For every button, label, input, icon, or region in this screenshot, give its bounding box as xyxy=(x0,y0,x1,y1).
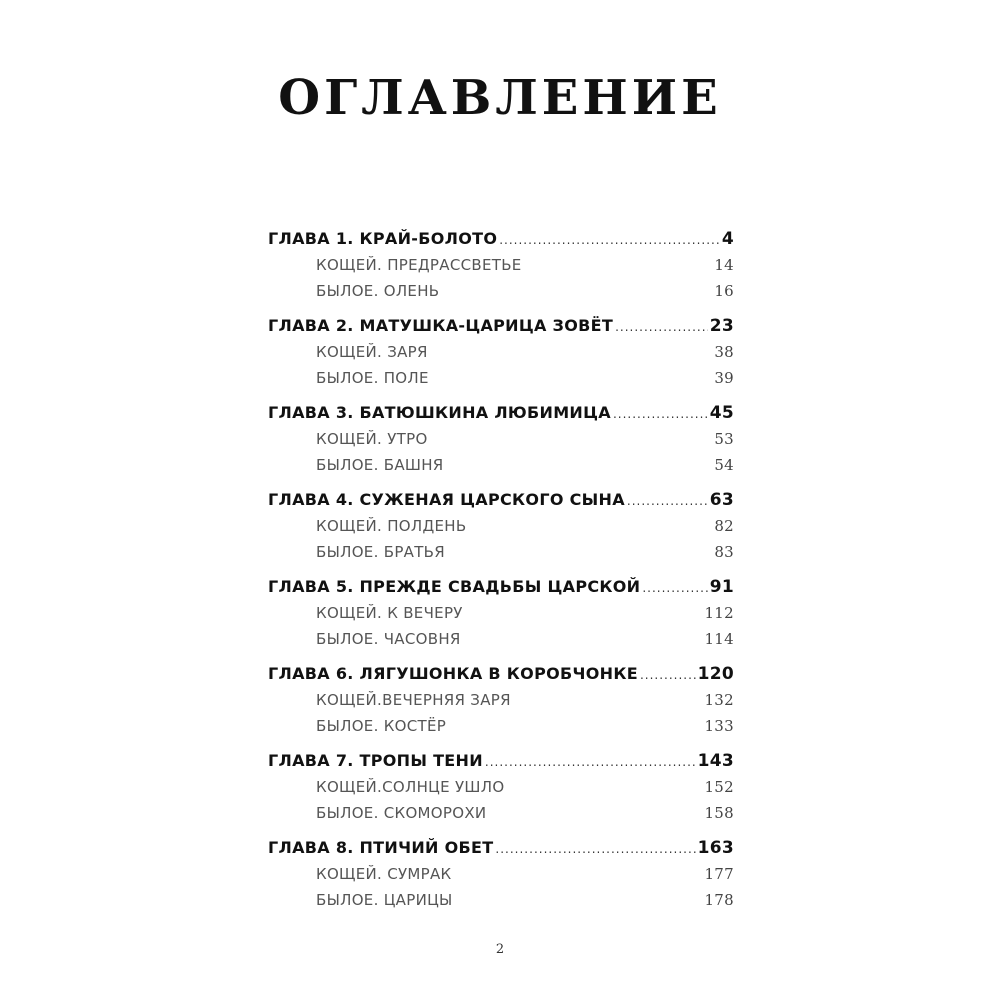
section-page: 82 xyxy=(714,517,734,535)
section-entry[interactable] xyxy=(268,339,734,365)
section-page: 132 xyxy=(704,691,734,709)
dot-leader xyxy=(642,575,707,601)
toc-chapter-1 xyxy=(268,226,734,313)
dot-leader xyxy=(615,314,708,340)
section-page: 53 xyxy=(714,430,734,448)
section-title: КОЩЕЙ. ЗАРЯ xyxy=(316,343,428,361)
page-number: 2 xyxy=(495,942,505,957)
chapter-page: 163 xyxy=(697,838,734,858)
chapter-entry[interactable] xyxy=(268,661,734,687)
section-page: 39 xyxy=(714,369,734,387)
section-title: БЫЛОЕ. БРАТЬЯ xyxy=(316,543,445,561)
section-entry[interactable] xyxy=(268,887,734,913)
chapter-entry[interactable] xyxy=(268,748,734,774)
section-entry[interactable] xyxy=(268,539,734,565)
chapter-entry[interactable] xyxy=(268,226,734,252)
section-page: 112 xyxy=(704,604,734,622)
section-title: БЫЛОЕ. ЧАСОВНЯ xyxy=(316,630,461,648)
toc-chapter-3 xyxy=(268,400,734,487)
chapter-entry[interactable] xyxy=(268,487,734,513)
chapter-page: 143 xyxy=(697,751,734,771)
section-entry[interactable] xyxy=(268,426,734,452)
section-page: 178 xyxy=(704,891,734,909)
toc-chapter-6 xyxy=(268,661,734,748)
chapter-page: 91 xyxy=(709,577,734,597)
section-entry[interactable] xyxy=(268,600,734,626)
chapter-page: 120 xyxy=(697,664,734,684)
section-entry[interactable] xyxy=(268,278,734,304)
section-entry[interactable] xyxy=(268,800,734,826)
dot-leader xyxy=(485,749,696,775)
section-title: БЫЛОЕ. БАШНЯ xyxy=(316,456,444,474)
toc-chapter-5 xyxy=(268,574,734,661)
toc-chapter-8 xyxy=(268,835,734,922)
table-of-contents xyxy=(268,226,734,922)
dot-leader xyxy=(499,227,720,253)
section-page: 83 xyxy=(714,543,734,561)
section-title: БЫЛОЕ. ОЛЕНЬ xyxy=(316,282,440,300)
dot-leader xyxy=(495,836,695,862)
chapter-page: 45 xyxy=(709,403,734,423)
section-page: 114 xyxy=(704,630,734,648)
chapter-entry[interactable] xyxy=(268,574,734,600)
chapter-title: ГЛАВА 7. ТРОПЫ ТЕНИ xyxy=(268,751,483,770)
toc-chapter-4 xyxy=(268,487,734,574)
chapter-title: ГЛАВА 6. ЛЯГУШОНКА В КОРОБЧОНКЕ xyxy=(268,664,638,683)
chapter-page: 4 xyxy=(721,229,734,249)
section-title: КОЩЕЙ.ВЕЧЕРНЯЯ ЗАРЯ xyxy=(316,691,511,709)
section-entry[interactable] xyxy=(268,861,734,887)
dot-leader xyxy=(640,662,696,688)
page-title: ОГЛАВЛЕНИЕ xyxy=(278,70,722,126)
section-page: 54 xyxy=(714,456,734,474)
toc-chapter-7 xyxy=(268,748,734,835)
section-page: 158 xyxy=(704,804,734,822)
section-page: 14 xyxy=(714,256,734,274)
chapter-page: 23 xyxy=(709,316,734,336)
section-entry[interactable] xyxy=(268,713,734,739)
section-entry[interactable] xyxy=(268,687,734,713)
section-entry[interactable] xyxy=(268,774,734,800)
section-title: КОЩЕЙ. СУМРАК xyxy=(316,865,452,883)
chapter-page: 63 xyxy=(709,490,734,510)
section-title: КОЩЕЙ. К ВЕЧЕРУ xyxy=(316,604,463,622)
section-page: 16 xyxy=(714,282,734,300)
section-entry[interactable] xyxy=(268,626,734,652)
section-page: 38 xyxy=(714,343,734,361)
section-page: 177 xyxy=(704,865,734,883)
section-entry[interactable] xyxy=(268,513,734,539)
section-title: КОЩЕЙ. УТРО xyxy=(316,430,428,448)
dot-leader xyxy=(613,401,708,427)
chapter-title: ГЛАВА 8. ПТИЧИЙ ОБЕТ xyxy=(268,838,494,857)
section-title: БЫЛОЕ. ЦАРИЦЫ xyxy=(316,891,453,909)
toc-chapter-2 xyxy=(268,313,734,400)
section-entry[interactable] xyxy=(268,365,734,391)
chapter-title: ГЛАВА 4. СУЖЕНАЯ ЦАРСКОГО СЫНА xyxy=(268,490,625,509)
chapter-entry[interactable] xyxy=(268,400,734,426)
chapter-title: ГЛАВА 3. БАТЮШКИНА ЛЮБИМИЦА xyxy=(268,403,611,422)
chapter-title: ГЛАВА 1. КРАЙ-БОЛОТО xyxy=(268,229,498,248)
section-title: БЫЛОЕ. СКОМОРОХИ xyxy=(316,804,487,822)
section-page: 152 xyxy=(704,778,734,796)
section-title: КОЩЕЙ. ПОЛДЕНЬ xyxy=(316,517,467,535)
section-entry[interactable] xyxy=(268,252,734,278)
section-title: БЫЛОЕ. КОСТЁР xyxy=(316,717,447,735)
section-title: КОЩЕЙ. ПРЕДРАССВЕТЬЕ xyxy=(316,256,522,274)
chapter-entry[interactable] xyxy=(268,313,734,339)
chapter-title: ГЛАВА 5. ПРЕЖДЕ СВАДЬБЫ ЦАРСКОЙ xyxy=(268,577,641,596)
section-title: БЫЛОЕ. ПОЛЕ xyxy=(316,369,429,387)
chapter-title: ГЛАВА 2. МАТУШКА-ЦАРИЦА ЗОВЁТ xyxy=(268,316,614,335)
section-page: 133 xyxy=(704,717,734,735)
dot-leader xyxy=(627,488,708,514)
section-title: КОЩЕЙ.СОЛНЦЕ УШЛО xyxy=(316,778,505,796)
section-entry[interactable] xyxy=(268,452,734,478)
chapter-entry[interactable] xyxy=(268,835,734,861)
